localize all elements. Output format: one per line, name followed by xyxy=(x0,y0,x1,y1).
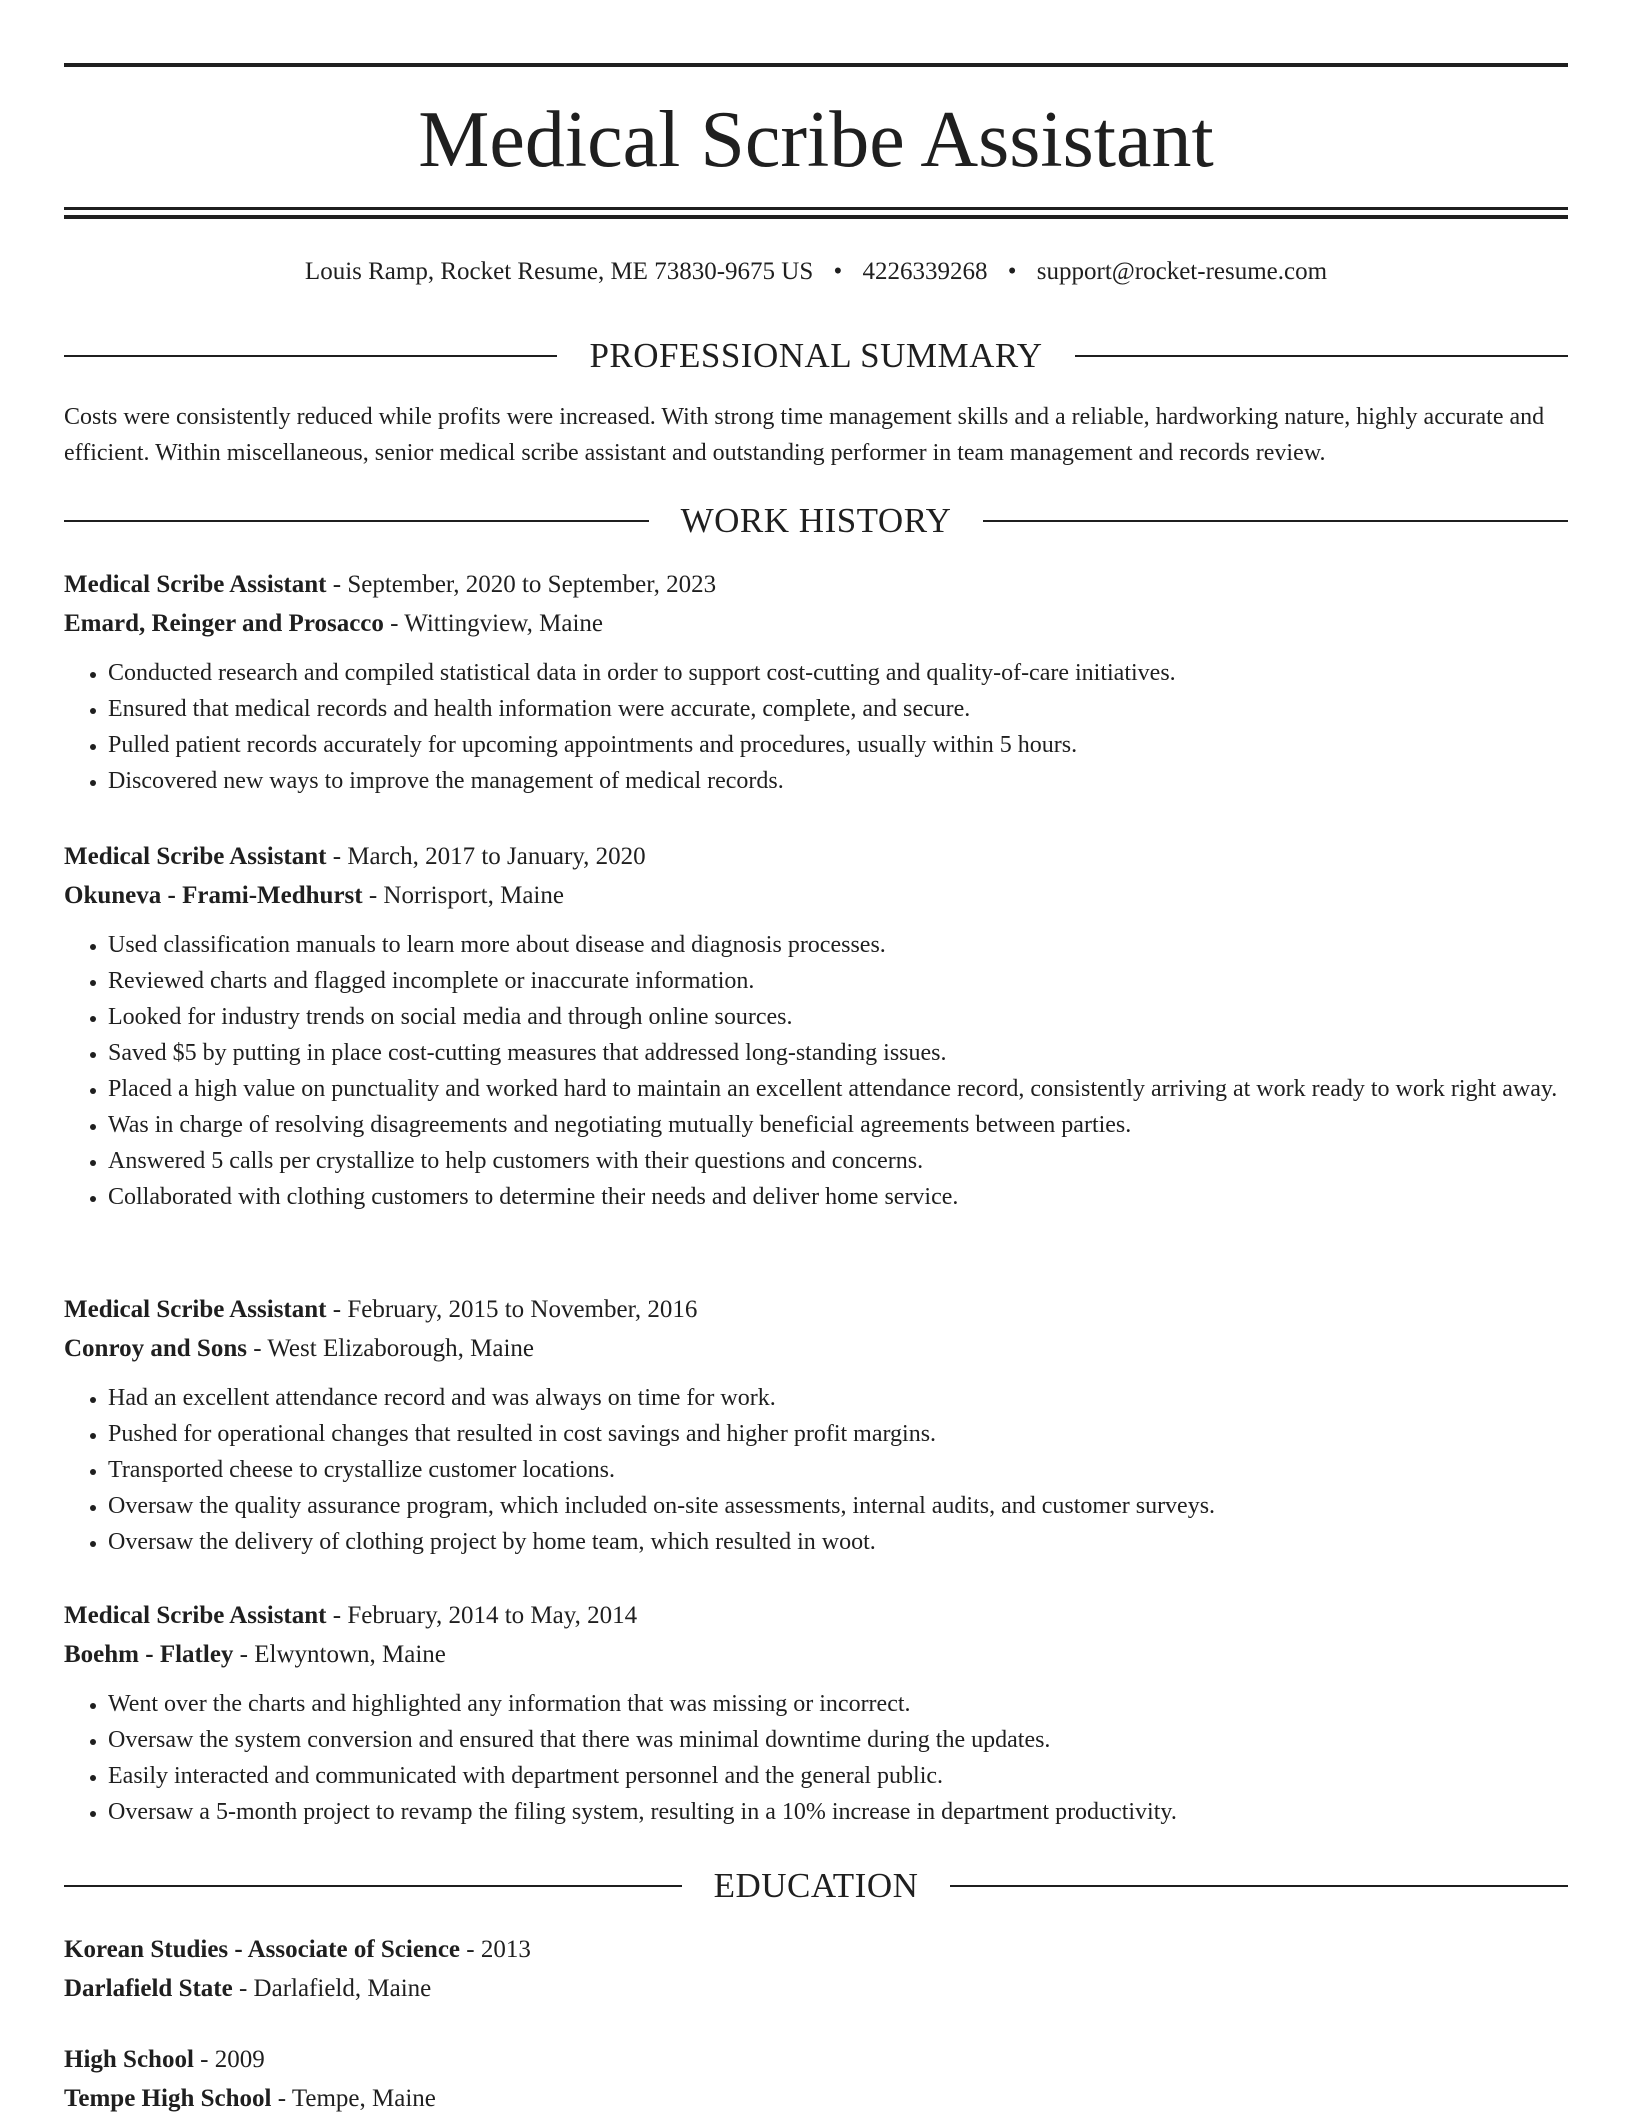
section-rule-left xyxy=(64,520,649,522)
job-bullets xyxy=(64,1380,1568,1560)
job-bullet: • Answered 5 calls per crystallize to help customers with their questions and concerns. xyxy=(108,1143,1568,1179)
education-degree-line xyxy=(64,1930,1568,1969)
job-title: Medical Scribe Assistant xyxy=(64,1602,327,1629)
job-company-line xyxy=(64,1329,1568,1368)
title-rule-lower xyxy=(64,215,1568,219)
job-bullet: • Saved $5 by putting in place cost-cutting measures that addressed long-standing issues. xyxy=(108,1035,1568,1071)
contact-separator: • xyxy=(833,258,843,285)
job-entry xyxy=(64,1290,1568,1560)
education-school-line xyxy=(64,1969,1568,2008)
education-entry xyxy=(64,1930,1568,2008)
work-section-header xyxy=(64,499,1568,543)
contact-line xyxy=(64,254,1568,290)
summary-section-header xyxy=(64,334,1568,378)
job-bullet: • Oversaw the quality assurance program, which included on-site assessments, internal audits, and customer surveys. xyxy=(108,1488,1568,1524)
education-location: - Tempe, Maine xyxy=(271,2085,436,2112)
job-bullet: • Went over the charts and highlighted any information that was missing or incorrect. xyxy=(108,1686,1568,1722)
job-entry xyxy=(64,837,1568,1215)
job-title: Medical Scribe Assistant xyxy=(64,571,327,598)
job-bullets xyxy=(64,1686,1568,1830)
job-dates: - March, 2017 to January, 2020 xyxy=(326,843,646,870)
job-bullet: • Pushed for operational changes that resulted in cost savings and higher profit margins. xyxy=(108,1416,1568,1452)
job-entry xyxy=(64,565,1568,799)
job-bullet: • Collaborated with clothing customers to determine their needs and deliver home service. xyxy=(108,1179,1568,1215)
job-title-line xyxy=(64,837,1568,876)
job-company-line xyxy=(64,1635,1568,1674)
job-company: Emard, Reinger and Prosacco xyxy=(64,610,384,637)
job-bullet: • Reviewed charts and flagged incomplete or inaccurate information. xyxy=(108,963,1568,999)
section-rule-left xyxy=(64,1885,682,1887)
job-company: Boehm - Flatley xyxy=(64,1641,234,1668)
education-school: Darlafield State xyxy=(64,1975,233,2002)
job-bullets xyxy=(64,927,1568,1215)
job-location: - Wittingview, Maine xyxy=(383,610,603,637)
education-entry xyxy=(64,2040,1568,2118)
job-bullets xyxy=(64,655,1568,799)
education-heading: EDUCATION xyxy=(713,1866,919,1905)
education-degree-line xyxy=(64,2040,1568,2079)
job-company: Conroy and Sons xyxy=(64,1335,247,1362)
education-year: - 2009 xyxy=(193,2046,265,2073)
section-rule-right xyxy=(983,520,1568,522)
job-location: - Elwyntown, Maine xyxy=(233,1641,446,1668)
job-bullet: • Ensured that medical records and health information were accurate, complete, and secure. xyxy=(108,691,1568,727)
job-entry xyxy=(64,1596,1568,1830)
education-location: - Darlafield, Maine xyxy=(232,1975,432,2002)
job-bullet: • Transported cheese to crystallize customer locations. xyxy=(108,1452,1568,1488)
education-degree: High School xyxy=(64,2046,194,2073)
job-bullet: • Conducted research and compiled statistical data in order to support cost-cutting and quality-of-care initiatives. xyxy=(108,655,1568,691)
job-dates: - February, 2015 to November, 2016 xyxy=(326,1296,698,1323)
job-bullet: • Placed a high value on punctuality and worked hard to maintain an excellent attendance record, consistently arriving at work ready to work right away. xyxy=(108,1071,1568,1107)
job-company-line xyxy=(64,876,1568,915)
job-title: Medical Scribe Assistant xyxy=(64,843,327,870)
job-location: - Norrisport, Maine xyxy=(362,882,564,909)
resume-title: Medical Scribe Assistant xyxy=(418,96,1214,184)
job-company-line xyxy=(64,604,1568,643)
section-rule-right xyxy=(1075,355,1568,357)
section-rule-left xyxy=(64,355,557,357)
job-bullet: • Pulled patient records accurately for upcoming appointments and procedures, usually within 5 hours. xyxy=(108,727,1568,763)
education-year: - 2013 xyxy=(460,1936,531,1963)
job-bullet: • Oversaw the delivery of clothing project by home team, which resulted in woot. xyxy=(108,1524,1568,1560)
job-bullet: • Used classification manuals to learn more about disease and diagnosis processes. xyxy=(108,927,1568,963)
contact-email: support@rocket-resume.com xyxy=(1036,258,1328,285)
education-section-header xyxy=(64,1864,1568,1908)
job-bullet: • Looked for industry trends on social media and through online sources. xyxy=(108,999,1568,1035)
job-bullet: • Oversaw a 5-month project to revamp the filing system, resulting in a 10% increase in department productivity. xyxy=(108,1794,1568,1830)
section-rule-right xyxy=(950,1885,1568,1887)
title-rule-upper xyxy=(64,207,1568,210)
job-bullet: • Easily interacted and communicated with department personnel and the general public. xyxy=(108,1758,1568,1794)
top-rule xyxy=(64,63,1568,67)
job-bullet: • Was in charge of resolving disagreements and negotiating mutually beneficial agreements between parties. xyxy=(108,1107,1568,1143)
job-title-line xyxy=(64,565,1568,604)
job-bullet: • Had an excellent attendance record and was always on time for work. xyxy=(108,1380,1568,1416)
contact-phone: 4226339268 xyxy=(862,258,988,285)
job-location: - West Elizaborough, Maine xyxy=(246,1335,534,1362)
job-bullet: • Oversaw the system conversion and ensured that there was minimal downtime during the updates. xyxy=(108,1722,1568,1758)
job-dates: - February, 2014 to May, 2014 xyxy=(326,1602,638,1629)
education-school: Tempe High School xyxy=(64,2085,272,2112)
education-school-line xyxy=(64,2079,1568,2118)
job-bullet: • Discovered new ways to improve the management of medical records. xyxy=(108,763,1568,799)
work-heading: WORK HISTORY xyxy=(680,501,952,540)
summary-heading: PROFESSIONAL SUMMARY xyxy=(589,336,1043,375)
job-title: Medical Scribe Assistant xyxy=(64,1296,327,1323)
job-title-line xyxy=(64,1290,1568,1329)
job-title-line xyxy=(64,1596,1568,1635)
contact-address: Louis Ramp, Rocket Resume, ME 73830-9675 US xyxy=(304,258,814,285)
education-degree: Korean Studies - Associate of Science xyxy=(64,1936,461,1963)
contact-separator: • xyxy=(1007,258,1017,285)
job-company: Okuneva - Frami-Medhurst xyxy=(64,882,363,909)
summary-text: Costs were consistently reduced while profits were increased. With strong time management skills and a reliable, hardworking nature, highly accurate and efficient. Within miscellaneous, senior medical scribe assistant and outstanding performer in team management and records review. xyxy=(64,404,1545,466)
job-dates: - September, 2020 to September, 2023 xyxy=(326,571,717,598)
